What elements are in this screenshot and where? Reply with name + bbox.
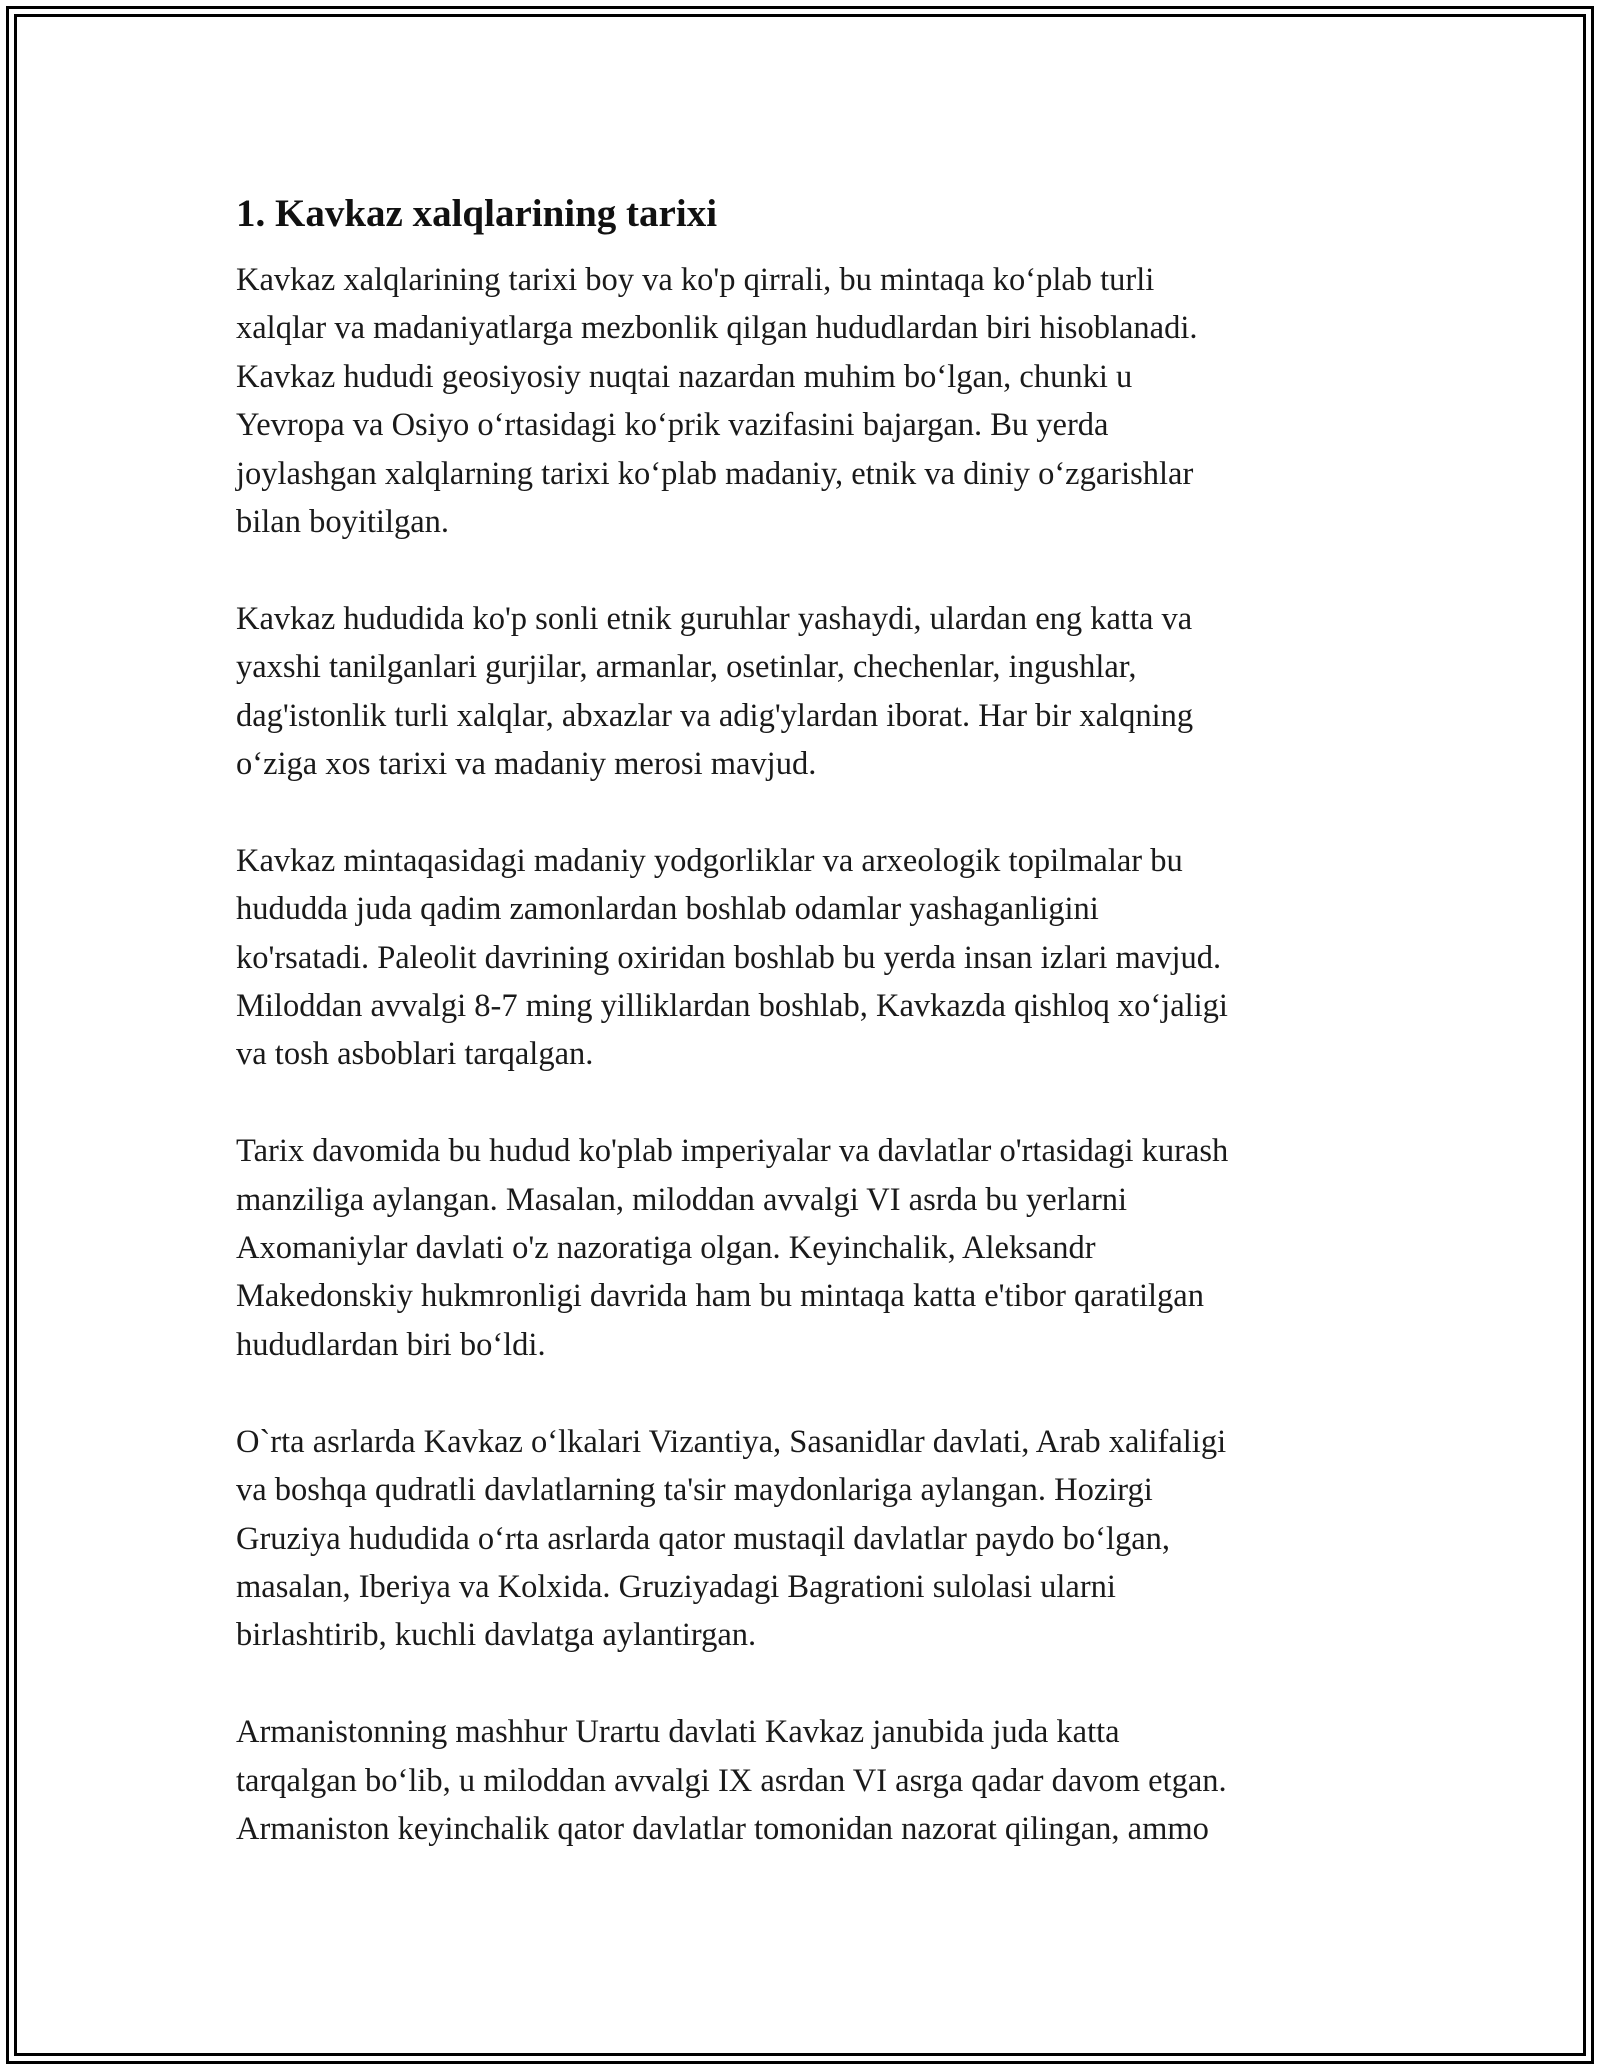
paragraph-line: va tosh asboblari tarqalgan. <box>236 1036 594 1073</box>
paragraph-line: Armaniston keyinchalik qator davlatlar tomonidan nazorat qilingan, ammo <box>236 1810 1209 1847</box>
paragraph-line: O`rta asrlarda Kavkaz o‘lkalari Vizantiya, Sasanidlar davlati, Arab xalifaligi <box>236 1423 1227 1460</box>
paragraph-line: Kavkaz hududi geosiyosiy nuqtai nazardan muhim bo‘lgan, chunki u <box>236 358 1133 395</box>
section-heading: 1. Kavkaz xalqlarining tarixi <box>236 192 718 235</box>
paragraph-line: Kavkaz xalqlarining tarixi boy va ko'p qirrali, bu mintaqa ko‘plab turli <box>236 262 1155 298</box>
paragraph <box>236 1127 1376 1369</box>
paragraph-line: manziliga aylangan. Masalan, miloddan avvalgi VI asrda bu yerlarni <box>236 1181 1128 1218</box>
paragraph-line: Makedonskiy hukmronligi davrida ham bu mintaqa katta e'tibor qaratilgan <box>236 1278 1204 1315</box>
paragraph-list <box>236 256 1376 1853</box>
paragraph-line: Kavkaz hududida ko'p sonli etnik guruhlar yashaydi, ulardan eng katta va <box>236 600 1193 637</box>
paragraph-line: hududda juda qadim zamonlardan boshlab odamlar yashaganligini <box>236 891 1099 928</box>
paragraph-line: bilan boyitilgan. <box>236 504 450 541</box>
paragraph-line: va boshqa qudratli davlatlarning ta'sir maydonlariga aylangan. Hozirgi <box>236 1472 1153 1509</box>
paragraph <box>236 1708 1376 1853</box>
paragraph-line: xalqlar va madaniyatlarga mezbonlik qilgan hududlardan biri hisoblanadi. <box>236 310 1198 347</box>
document-body <box>236 186 1376 1902</box>
paragraph <box>236 837 1376 1079</box>
paragraph-line: Miloddan avvalgi 8-7 ming yilliklardan boshlab, Kavkazda qishloq xo‘jaligi <box>236 988 1228 1025</box>
paragraph-line: joylashgan xalqlarning tarixi ko‘plab madaniy, etnik va diniy o‘zgarishlar <box>236 455 1194 492</box>
paragraph-line: Armanistonning mashhur Urartu davlati Kavkaz janubida juda katta <box>236 1714 1120 1751</box>
paragraph-line: Axomaniylar davlati o'z nazoratiga olgan. Keyinchalik, Aleksandr <box>236 1230 1096 1267</box>
paragraph-line: dag'istonlik turli xalqlar, abxazlar va adig'ylardan iborat. Har bir xalqning <box>236 697 1194 734</box>
paragraph <box>236 595 1376 789</box>
paragraph-line: ko'rsatadi. Paleolit davrining oxiridan boshlab bu yerda insan izlari mavjud. <box>236 939 1222 976</box>
paragraph-line: Gruziya hududida o‘rta asrlarda qator mustaqil davlatlar paydo bo‘lgan, <box>236 1520 1171 1557</box>
paragraph <box>236 256 1376 546</box>
paragraph <box>236 1418 1376 1660</box>
paragraph-line: o‘ziga xos tarixi va madaniy merosi mavjud. <box>236 746 817 783</box>
paragraph-line: masalan, Iberiya va Kolxida. Gruziyadagi Bagrationi sulolasi ularni <box>236 1568 1116 1605</box>
paragraph-line: yaxshi tanilganlari gurjilar, armanlar, osetinlar, chechenlar, ingushlar, <box>236 649 1137 686</box>
paragraph-line: tarqalgan bo‘lib, u miloddan avvalgi IX asrdan VI asrga qadar davom etgan. <box>236 1762 1227 1799</box>
paragraph-line: Tarix davomida bu hudud ko'plab imperiyalar va davlatlar o'rtasidagi kurash <box>236 1133 1229 1170</box>
paragraph-line: hududlardan biri bo‘ldi. <box>236 1326 546 1363</box>
paragraph-line: Yevropa va Osiyo o‘rtasidagi ko‘prik vazifasini bajargan. Bu yerda <box>236 407 1109 444</box>
paragraph-line: birlashtirib, kuchli davlatga aylantirgan. <box>236 1617 757 1654</box>
paragraph-line: Kavkaz mintaqasidagi madaniy yodgorliklar va arxeologik topilmalar bu <box>236 842 1183 879</box>
